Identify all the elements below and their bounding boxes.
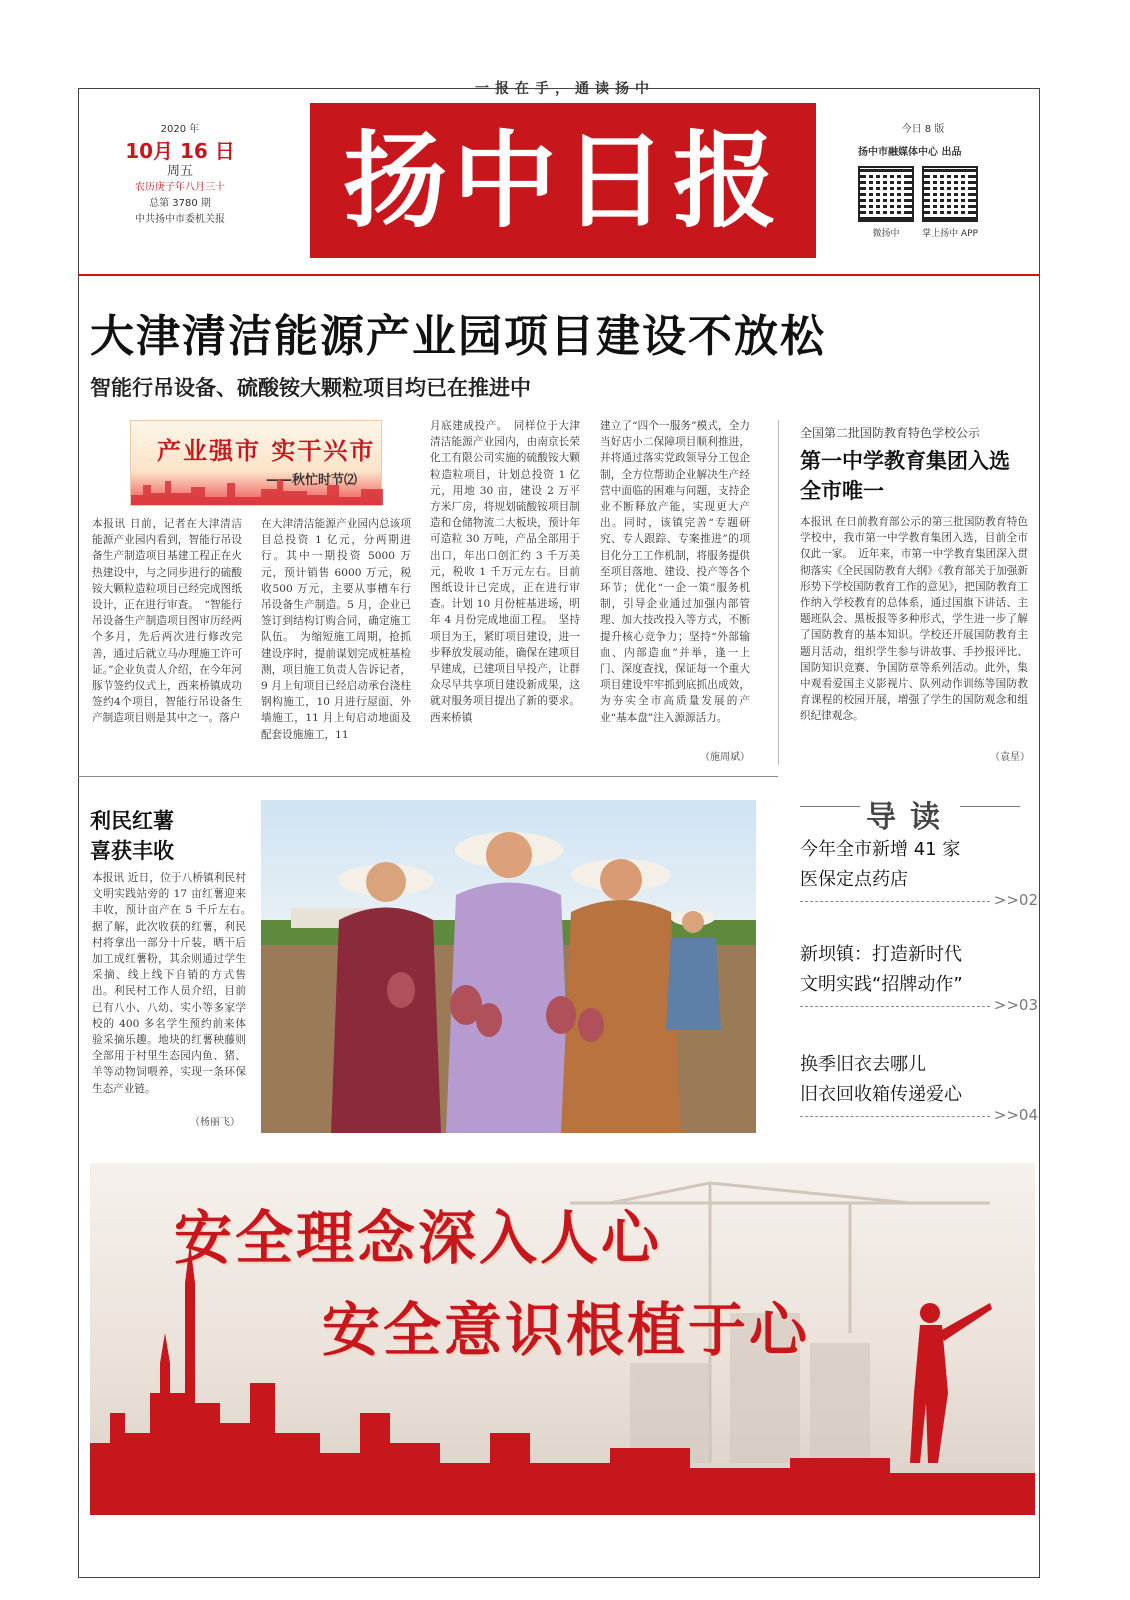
weekday: 周五	[166, 164, 193, 179]
harvest-photo[interactable]	[261, 800, 756, 1133]
guide-item-line2: 旧衣回收箱传递爱心	[800, 1084, 962, 1105]
guide-item-page: >>02	[993, 891, 1038, 909]
lunar-date: 农历庚子年八月三十	[135, 182, 225, 193]
qr-code-icon[interactable]	[922, 166, 978, 222]
guide-item-pointer	[800, 891, 1038, 909]
red-city-skyline-icon	[90, 1163, 1035, 1515]
guide-item-line1: 今年全市新增 41 家	[800, 839, 961, 860]
guide-item[interactable]	[800, 835, 1038, 909]
lead-column-2-wrap	[261, 416, 411, 766]
date-block	[95, 122, 265, 228]
sweetpotato-headline-line1: 利民红薯	[90, 809, 174, 833]
guide-item-page: >>03	[993, 996, 1038, 1014]
qr1-label: 微扬中	[872, 229, 900, 239]
side-byline: （袁星）	[990, 752, 1030, 763]
sweetpotato-headline[interactable]	[90, 806, 174, 866]
lead-column-4: 建立了“四个一服务”模式，全力当好店小二保障项目顺利推进，并将通过落实党政领导分工包企制，全方位帮助企业解决生产经营中面临的困难与问题，支持企业不断释放产能，实现更大产出。同时，该镇完善“专题研究、专人跟踪、专案推进”的项目化分工工作机制，将服务提供至项目落地、建设、投产等各个环节；优化“一企一策”服务机制，引导企业通过加强内部管理、加大技改投入等方式，不断提升核心竞争力；坚持“外部输血、内部造血”并举，逢一上门、深度查找，保证每一个重大项目建设牢牢抓到底抓出成效，为夯实全市高质量发展的产业“基本盘”注入源源活力。	[600, 420, 750, 724]
column-banner-title: 产业强市 实干兴市	[157, 436, 376, 465]
guide-item-line1: 新坝镇：打造新时代	[800, 944, 962, 965]
masthead	[310, 103, 816, 258]
lead-byline: （施周斌）	[700, 752, 750, 763]
lead-headline[interactable]: 大津清洁能源产业园项目建设不放松	[90, 311, 826, 362]
poster-line2: 安全意识根植于心	[322, 1296, 811, 1364]
qr2-label: 掌上扬中 APP	[922, 229, 978, 239]
publisher-block	[858, 120, 1018, 239]
month-day: 10月 16 日	[125, 139, 235, 163]
organ-name: 中共扬中市委机关报	[135, 214, 225, 225]
sweetpotato-headline-line2: 喜获丰收	[90, 839, 174, 863]
lead-column-1: 本报讯 日前，记者在大津清洁能源产业园内看到，智能行吊设备生产制造项目基建工程正在火热建设中，与之同步进行的硫酸铵大颗粒造粒项目已经完成图纸设计，正在进行审查。 “智能行吊设备生产制造项目图审历经两个多月，先后两次进行修改完善，通过后就立马办理施工许可证。”企业负责人介绍，在今年河豚节签约仪式上，西来桥镇成功签约4个项目，智能行吊设备生产制造项目则是其中之一。落户	[92, 518, 242, 725]
side-headline[interactable]: 第一中学教育集团入选全市唯一	[800, 449, 1010, 503]
guide-item[interactable]	[800, 1050, 1038, 1124]
farmers-harvest-illustration-icon	[261, 800, 756, 1133]
guide-item-line1: 换季旧衣去哪儿	[800, 1054, 926, 1075]
poster-line1: 安全理念深入人心	[174, 1204, 663, 1272]
sweetpotato-byline: （杨丽飞）	[190, 1117, 240, 1128]
sweetpotato-body: 本报讯 近日，位于八桥镇利民村文明实践站旁的 17 亩红薯迎来丰收，预计亩产在 5 千斤左右。 据了解，此次收获的红薯，利民村将拿出一部分十斤装，晒干后加工成红薯粉，其余则通过学生采摘、线上线下自销的方式售出。利民村工作人员介绍，目前已有八小、八幼、实小等多家学校的 400 多名学生预约前来体验采摘乐趣。地块的红薯秧藤则全部用于村里生态园内鱼、猪、羊等动物饲喂养，实现一条环保生态产业链。	[92, 872, 257, 1095]
qr-code-icon[interactable]	[858, 166, 914, 222]
guide-heading	[800, 792, 1020, 836]
lead-column-2: 在大津清洁能源产业园内总该项目总投资 1 亿元，分两期进行。其中一期投资 5000 万元，预计销售 6000 万元，税收500 万元，主要从事槽车行吊设备生产制造。5 月，企业已签订到结构订购合同，确定施工队伍。 为缩短施工周期，抢抓建设序时，提前谋划完成桩基检测，项目施工负责人告诉记者，9 月上旬项目已经启动承台浇柱钢构施工，10 月进行屋面、外墙施工，11 月上旬启动地面及配套设施施工，11	[261, 518, 411, 741]
guide-item-pointer	[800, 996, 1038, 1014]
guide-item-pointer	[800, 1106, 1038, 1124]
side-body: 本报讯 在日前教育部公示的第三批国防教育特色学校中，我市第一中学教育集团入选，目前全市仅此一家。 近年来，市第一中学教育集团深入贯彻落实《全民国防教育大纲》《教育部关于加强新形势下学校国防教育工作的意见》，把国防教育工作纳入学校教育的总体系，通过国旗下讲话、主题班队会、黑板报等多种形式，学生进一步了解了国防教育的基本知识。学校还开展国防教育主题月活动，组织学生参与讲故事、手抄报评比、国防知识竞赛、争国防章等系列活动。此外，集中观看爱国主义影视片、队列动作训练等国防教育课程的校园开展，增强了学生的国防观念和组织纪律观念。	[800, 516, 1028, 723]
column-banner-subtitle: ——秋忙时节⑵	[265, 473, 357, 488]
header-rule	[78, 274, 1040, 276]
issue-number: 总第 3780 期	[149, 198, 211, 209]
paper-slogan: 一报在手，通读扬中	[475, 81, 655, 97]
publisher: 扬中市融媒体中心 出品	[858, 147, 962, 158]
guide-item-line2: 医保定点药店	[800, 869, 908, 890]
safety-poster[interactable]	[90, 1163, 1035, 1515]
guide-heading-text: 导读	[860, 800, 960, 835]
page-count: 今日 8 版	[901, 124, 945, 135]
guide-item-page: >>04	[993, 1106, 1038, 1124]
side-kicker: 全国第二批国防教育特色学校公示	[800, 426, 981, 440]
year: 2020 年	[160, 124, 200, 135]
guide-item[interactable]	[800, 940, 1038, 1014]
masthead-title: 扬中日报	[342, 119, 783, 242]
section-divider	[78, 776, 778, 777]
lead-subheadline: 智能行吊设备、硫酸铵大颗粒项目均已在推进中	[90, 376, 531, 400]
lead-column-3: 月底建成投产。 同样位于大津清洁能源产业园内，由南京长荣化工有限公司实施的硫酸铵大颗粒造粒项目，计划总投资 1 亿元，用地 30 亩，建设 2 万平方米厂房，将规划硫酸铵项目制造和仓储物流二大板块，预计年可造粒 30 万吨，产品全部用于出口，年出口创汇约 3 千万美元，税收 1 千万元左右。目前图纸设计已完成，正在进行审查。计划 10 月份桩基进场，明年 4 月份完成地面工程。 坚持项目为王，紧盯项目建设，进一步释放发展动能，确保在建项目早建成，已建项目早投产，让群众尽早共享项目建设新成果，这就对服务项目提出了新的要求。西来桥镇	[430, 420, 580, 724]
guide-item-line2: 文明实践“招牌动作”	[800, 974, 963, 995]
column-divider	[778, 420, 779, 765]
